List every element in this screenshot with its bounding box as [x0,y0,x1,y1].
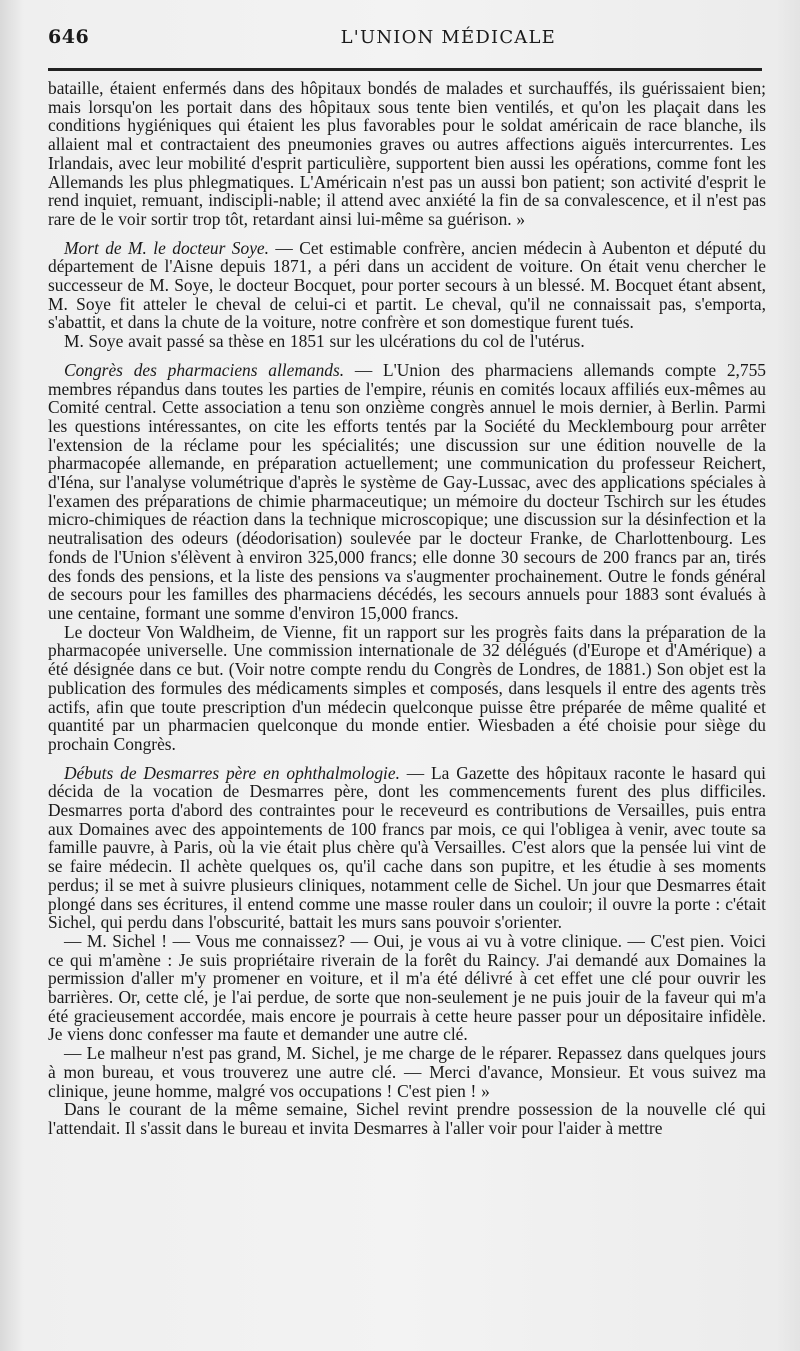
paragraph-continuation [48,79,766,229]
paragraph-text: — Le malheur n'est pas grand, M. Sichel, je me charge de le réparer. Repassez dans quelques jours à mon bureau, et vous trouverez une autre clé. — Merci d'avance, Monsieur. Et vous suivez ma clinique, jeune homme, malgré vos occupations ! C'est pien ! » [48,1043,766,1101]
section-heading: Congrès des pharmaciens allemands. [64,359,345,380]
section-heading: Débuts de Desmarres père en ophthalmologie. [64,762,400,783]
page-header [48,26,776,60]
section-heading: Mort de M. le docteur Soye. [64,237,269,258]
paragraph-text: Le docteur Von Waldheim, de Vienne, fit un rapport sur les progrès faits dans la préparation de la pharmacopée universelle. Une commission internationale de 32 délégués (d'Europe et d'Amérique) a été désignée dans ce but. (Voir notre compte rendu du Congrès de Londres, de 1881.) Son objet est la publication des formules des médicaments simples et composés, dans lesquels il entre des agents très actifs, afin que toute prescription d'un médecin quelconque puisse être préparée de même qualité et quantité par un pharmacien quelconque du monde entier. Wiesbaden a été choisie pour siège du prochain Congrès. [48,621,766,754]
paragraph-text: M. Soye avait passé sa thèse en 1851 sur les ulcérations du col de l'utérus. [64,331,585,352]
paragraph-news-soye [48,239,766,333]
article-body [48,79,776,1138]
page-number: 646 [48,26,90,48]
paragraph-dialogue-2 [48,1044,766,1100]
paragraph-text: Dans le courant de la même semaine, Sichel revint prendre possession de la nouvelle clé qui l'attendait. Il s'assit dans le bureau et invita Desmarres à l'aller voir pour l'aider à mettre [48,1099,766,1138]
paragraph-soye-thesis [48,332,766,351]
paragraph-text: — L'Union des pharmaciens allemands compte 2,755 membres répandus dans toutes les parties de l'empire, réunis en comités locaux affiliés eux-mêmes au Comité central. Cette association a tenu son onzième congrès annuel le mois dernier, à Berlin. Parmi les questions intéressantes, on cite les efforts tentés par la Société du Mecklembourg pour arrêter l'extension de la réclame pour les spécialités; une discussion sur une édition nouvelle de la pharmacopée allemande, en préparation actuellement; une communication du professeur Reichert, d'Iéna, sur l'analyse volumétrique d'après le système de Gay-Lussac, avec des applications spéciales à l'examen des préparations de chimie pharmaceutique; un mémoire du docteur Tschirch sur les études micro-chimiques de réaction dans la technique microscopique; une discussion sur la désinfection et la neutralisation des odeurs (déodorisation) soulevée par le docteur Franke, de Charlottenbourg. Les fonds de l'Union s'élèvent à environ 325,000 francs; elle donne 30 secours de 200 francs par an, tirés des fonds des pensions, et la liste des pensions va s'augmenter prochainement. Outre le fonds général de secours pour les familles des pharmaciens décédés, les secours annuels pour 1883 sont évalués à une centaine, formant une somme d'environ 15,000 francs. [48,359,766,623]
paragraph-news-pharmacists [48,361,766,623]
paragraph-conclusion [48,1100,766,1137]
paragraph-pharmacopoeia [48,623,766,754]
paragraph-text: — La Gazette des hôpitaux raconte le hasard qui décida de la vocation de Desmarres père, dont les commencements furent des plus difficiles. Desmarres porta d'abord des contraintes pour le receveurd es contributions de Versailles, puis entra aux Domaines avec des appointements de 100 francs par mois, ce qui l'obligea à venir, avec toute sa famille pauvre, à Paris, où la vie était plus chère qu'à Versailles. C'est alors que la pensée lui vint de se faire médecin. Il achète quelques os, qu'il cache dans son pupitre, et les étudie à ses moments perdus; il se met à suivre plusieurs cliniques, notamment celle de Sichel. Un jour que Desmarres était plongé dans ses écritures, il entend comme une masse rouler dans un couloir; il ouvre la porte : c'était Sichel, qui perdu dans l'obscurité, battait les murs sans pouvoir s'orienter. [48,762,766,933]
paragraph-dialogue-1 [48,932,766,1044]
running-title: L'UNION MÉDICALE [340,27,556,48]
header-rule [48,68,762,71]
paragraph-text: — M. Sichel ! — Vous me connaissez? — Oui, je vous ai vu à votre clinique. — C'est pien. Voici ce qui m'amène : Je suis propriétaire riverain de la forêt du Raincy. J'ai demandé aux Domaines la permission d'aller m'y promener en voiture, et il m'a été délivré à cet effet une clé pour ouvrir les barrières. Or, cette clé, je l'ai perdue, de sorte que non-seulement je ne puis jouir de la faveur qui m'a été gracieusement accordée, mais encore je pourrais à cette heure passer pour un dépositaire infidèle. Je viens donc confesser ma faute et demander une autre clé. [48,930,766,1045]
paragraph-news-desmarres [48,764,766,932]
paragraph-text: bataille, étaient enfermés dans des hôpitaux bondés de malades et surchauffés, ils guérissaient bien; mais lorsqu'on les portait dans des hôpitaux sous tente bien ventilés, et qu'on les plaçait dans les conditions hygiéniques qui étaient les plus favorables pour le soldat américain de race blanche, ils allaient mal et contractaient des pneumonies graves ou autres affections aiguës intercurrentes. Les Irlandais, avec leur mobilité d'esprit particulière, supportent bien aussi les opérations, comme font les Allemands les plus phlegmatiques. L'Américain n'est pas un aussi bon patient; son activité d'esprit le rend inquiet, remuant, indiscipli-nable; il attend avec anxiété la fin de sa convalescence, et il n'est pas rare de le voir sortir trop tôt, retardant ainsi lui-même sa guérison. » [48,78,766,229]
paragraph-text: — Cet estimable confrère, ancien médecin à Aubenton et député du département de l'Aisne depuis 1871, a péri dans un accident de voiture. On était venu chercher le successeur de M. Soye, le docteur Bocquet, pour porter secours à un blessé. M. Bocquet étant absent, M. Soye fit atteler le cheval de celui-ci et partit. Le cheval, qu'il ne connaissait pas, s'emporta, s'abattit, et dans la chute de la voiture, notre confrère et son domestique furent tués. [48,237,766,333]
